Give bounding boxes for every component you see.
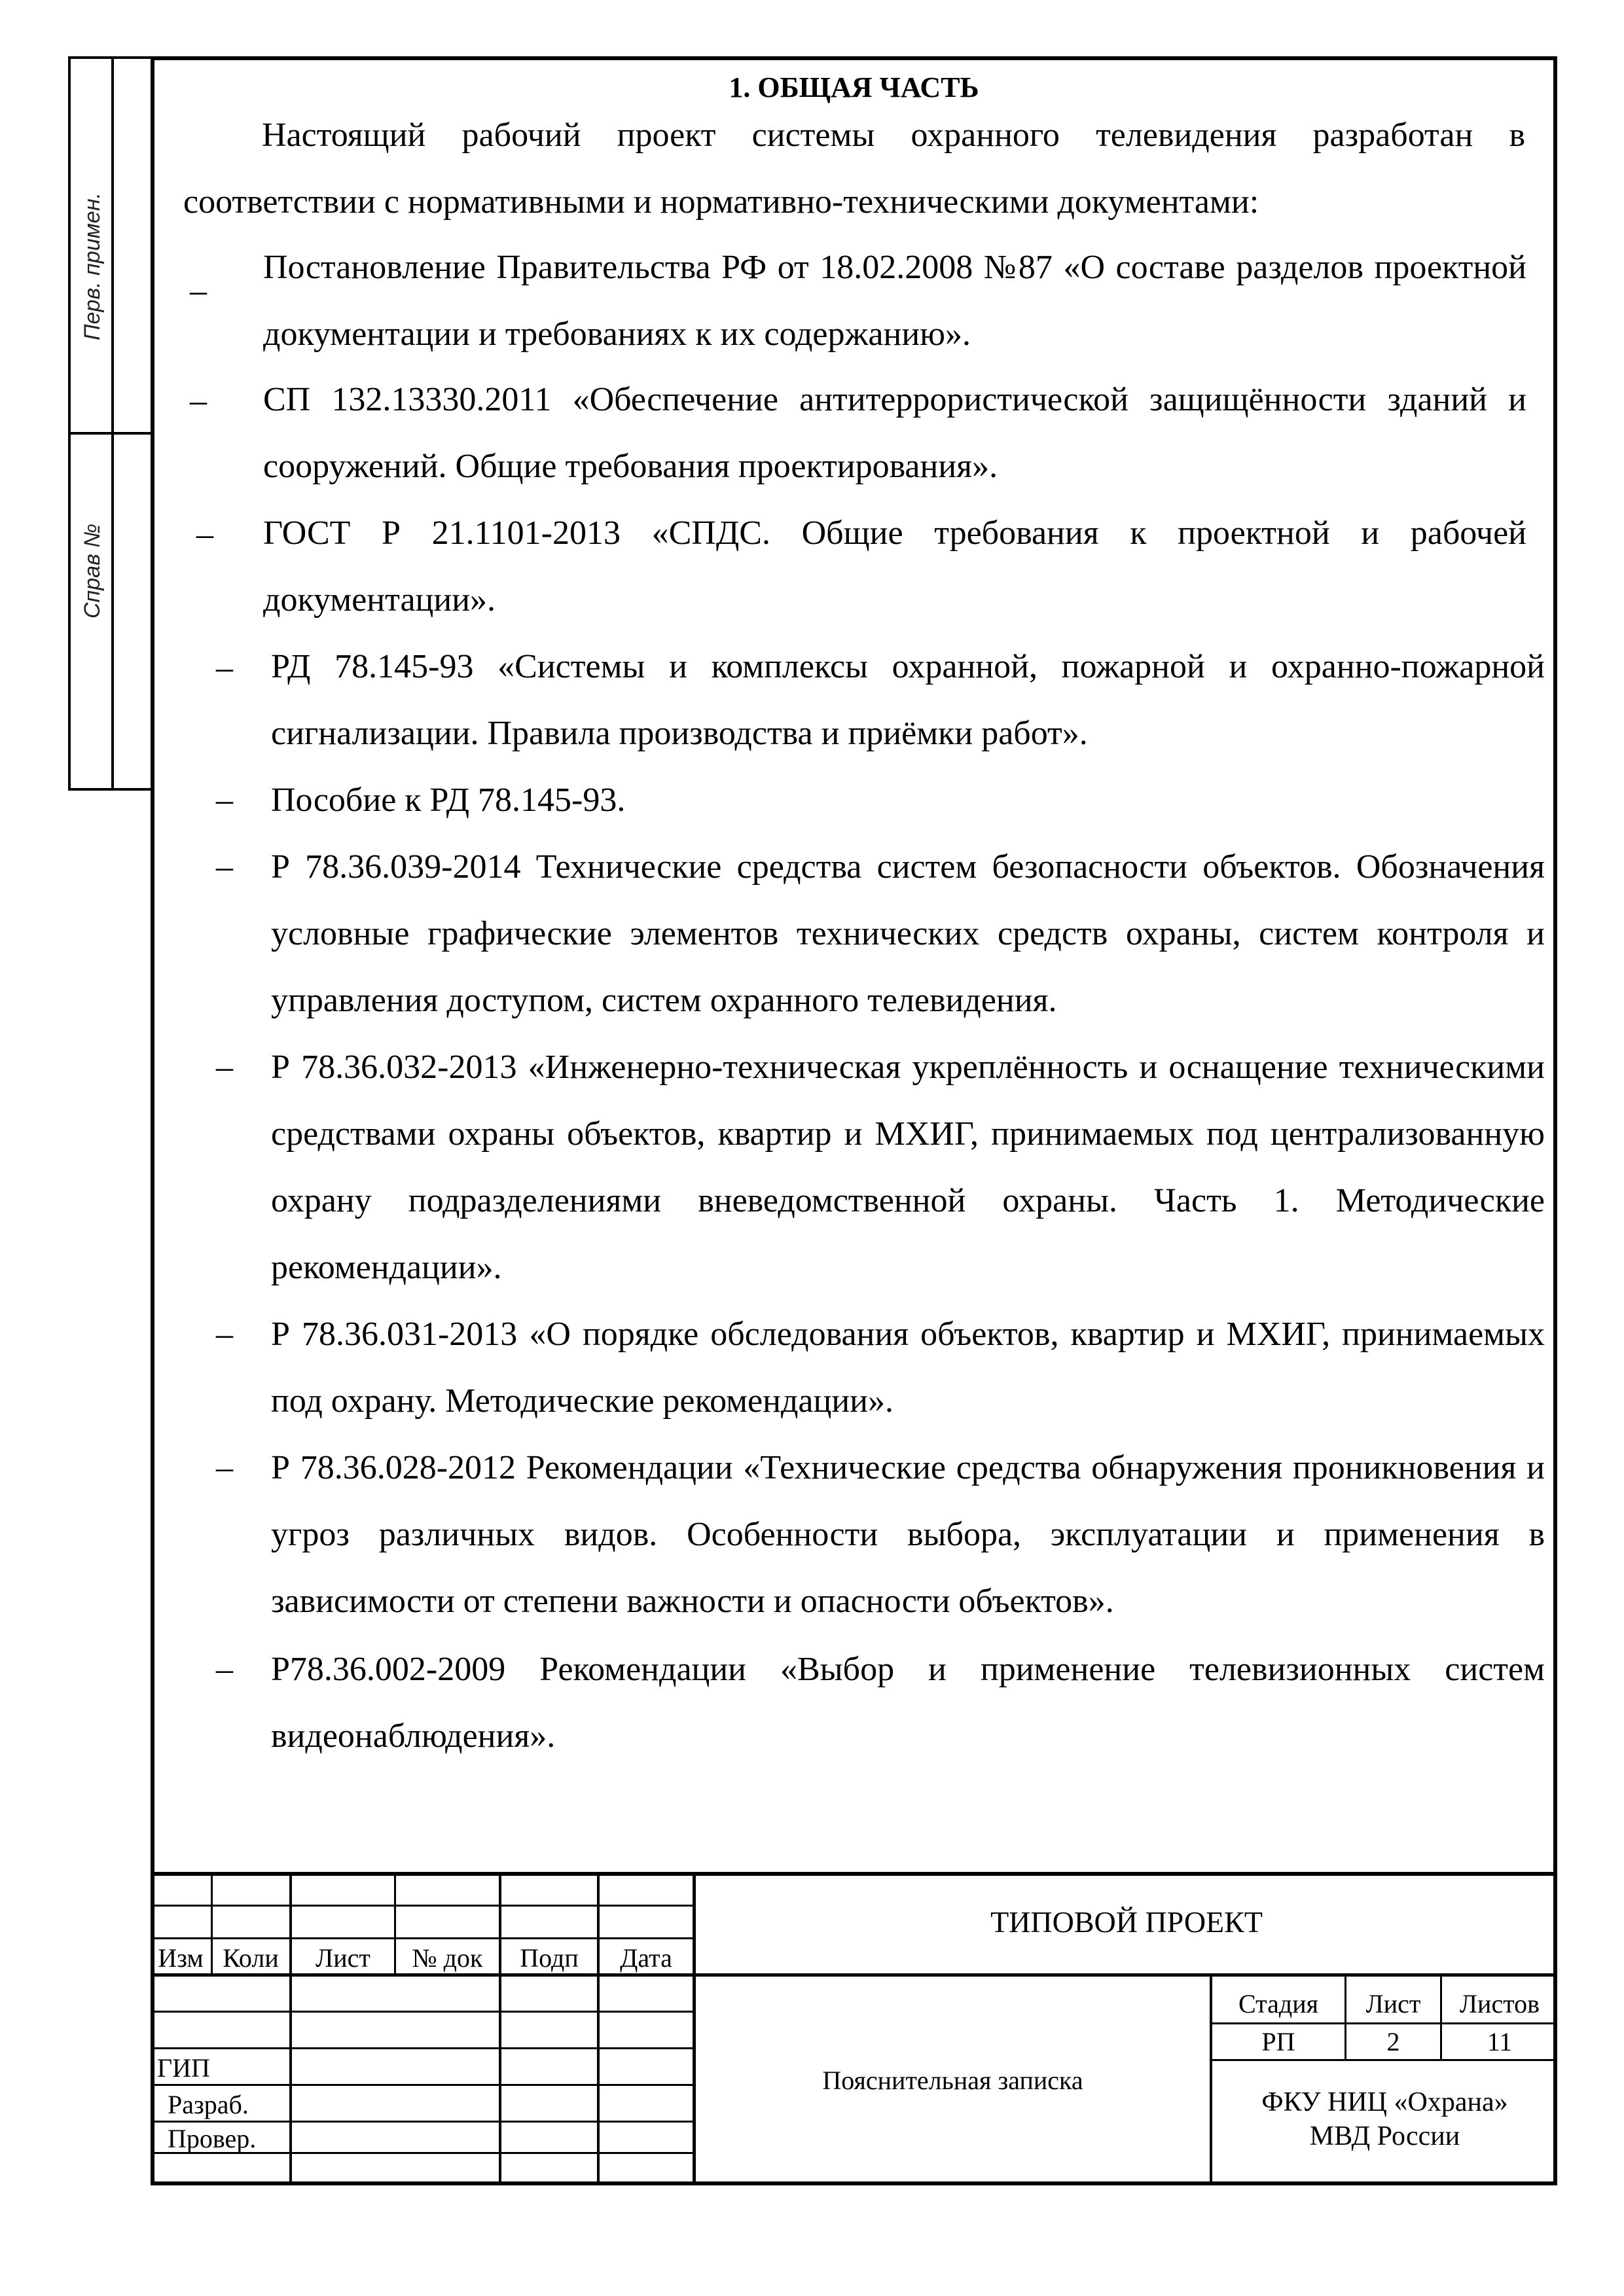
list-dash: – xyxy=(190,272,207,310)
header-signature: Подп xyxy=(520,1943,579,1973)
list-item-text: СП 132.13330.2011 «Обеспечение антитеррористической защищённости зданий и сооружений. Общие требования проектирования». xyxy=(263,381,1526,485)
role-developer: Разраб. xyxy=(168,2090,249,2119)
header-count: Коли xyxy=(223,1943,279,1973)
list-item-text: ГОСТ Р 21.1101-2013 «СПДС. Общие требования к проектной и рабочей документации». xyxy=(263,514,1526,619)
sheets-value: 11 xyxy=(1487,2027,1513,2056)
list-item-text: Пособие к РД 78.145-93. xyxy=(271,781,626,819)
organization-line1: ФКУ НИЦ «Охрана» xyxy=(1261,2087,1508,2117)
list-dash: – xyxy=(216,1651,233,1688)
role-chief-engineer: ГИП xyxy=(157,2053,210,2083)
stage-header: Стадия xyxy=(1238,1989,1319,2018)
list-dash: – xyxy=(216,1316,233,1353)
side-label-first-use: Перв. примен. xyxy=(80,192,105,340)
list-dash: – xyxy=(190,382,207,420)
list-dash: – xyxy=(216,649,233,687)
side-divider xyxy=(111,56,114,791)
project-title: ТИПОВОЙ ПРОЕКТ xyxy=(990,1905,1263,1939)
side-label-reference: Справ № xyxy=(80,523,105,619)
sheet-header: Лист xyxy=(1365,1989,1421,2018)
list-item-text: Р 78.36.032-2013 «Инженерно-техническая укреплённость и оснащение техническими средствами охраны объектов, квартир и МХИГ, принимаемых под централизованную охрану подразделениями вневедомственной охраны. Часть 1. Методические рекомендации». xyxy=(271,1049,1545,1286)
header-change: Изм xyxy=(158,1943,204,1973)
header-sheet: Лист xyxy=(316,1943,370,1973)
list-item-text: Р 78.36.028-2012 Рекомендации «Технические средства обнаружения проникновения и угроз различных видов. Особенности выбора, эксплуатации и применения в зависимости от степени важности и опасности объектов». xyxy=(271,1449,1545,1620)
list-dash: – xyxy=(216,848,233,886)
side-divider xyxy=(68,432,151,435)
list-item-text: Постановление Правительства РФ от 18.02.2008 №87 «О составе разделов проектной документации и требованиях к их содержанию». xyxy=(263,249,1526,353)
document-name: Пояснительная записка xyxy=(822,2066,1083,2095)
list-item-text: Р 78.36.031-2013 «О порядке обследования объектов, квартир и МХИГ, принимаемых под охрану. Методические рекомендации». xyxy=(271,1316,1545,1420)
side-strip xyxy=(68,56,151,791)
list-dash: – xyxy=(196,516,213,553)
sheets-header: Листов xyxy=(1459,1989,1540,2018)
role-checker: Провер. xyxy=(168,2124,257,2153)
list-item-text: Р78.36.002-2009 Рекомендации «Выбор и применение телевизионных систем видеонаблюдения». xyxy=(271,1651,1545,1755)
list-item-text: РД 78.145-93 «Системы и комплексы охранной, пожарной и охранно-пожарной сигнализации. Правила производства и приёмки работ». xyxy=(271,648,1545,752)
stage-value: РП xyxy=(1261,2027,1295,2056)
intro-paragraph: Настоящий рабочий проект системы охранного телевидения разработан в соответствии с нормативными и нормативно-техническими документами: xyxy=(183,117,1525,221)
header-doc-number: № док xyxy=(412,1943,483,1973)
list-dash: – xyxy=(216,1049,233,1086)
list-dash: – xyxy=(216,781,233,819)
organization-line2: МВД России xyxy=(1309,2121,1460,2151)
sheet-value: 2 xyxy=(1386,2027,1400,2056)
list-item-text: Р 78.36.039-2014 Технические средства систем безопасности объектов. Обозначения условные графические элементов технических средств охраны, систем контроля и управления доступом, систем охранного телевидения. xyxy=(271,848,1545,1019)
header-date: Дата xyxy=(620,1943,672,1973)
section-title: 1. ОБЩАЯ ЧАСТЬ xyxy=(729,71,979,103)
list-dash: – xyxy=(216,1449,233,1486)
